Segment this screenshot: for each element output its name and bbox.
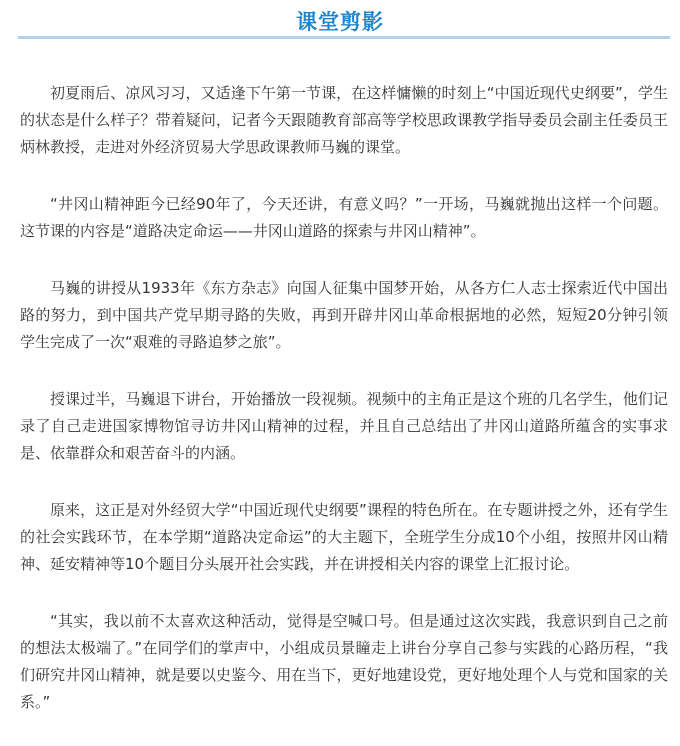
paragraph: 初夏雨后、凉风习习，又适逢下午第一节课，在这样慵懒的时刻上“中国近现代史纲要”，学生的状态是什么样子？带着疑问，记者今天跟随教育部高等学校思政课教学指导委员会副主任委员王炳林教授，走进对外经济贸易大学思政课教师马巍的课堂。 (20, 84, 668, 156)
paragraph: 原来，这正是对外经贸大学“中国近现代史纲要”课程的特色所在。在专题讲授之外，还有学生的社会实践环节，在本学期“道路决定命运”的大主题下，全班学生分成10个小组，按照井冈山精神、延安精神等10个题目分头展开社会实践，并在讲授相关内容的课堂上汇报讨论。 (20, 501, 668, 573)
title-underline (18, 36, 670, 39)
paragraph: “井冈山精神距今已经90年了，今天还讲，有意义吗？”一开场，马巍就抛出这样一个问题。这节课的内容是“道路决定命运——井冈山道路的探索与井冈山精神”。 (20, 195, 668, 240)
paragraph: 马巍的讲授从1933年《东方杂志》向国人征集中国梦开始，从各方仁人志士探索近代中国出路的努力，到中国共产党早期寻路的失败，再到开辟井冈山革命根据地的必然，短短20分钟引领学生完成了一次“艰难的寻路追梦之旅”。 (20, 279, 668, 351)
section-title: 课堂剪影 (296, 10, 384, 34)
article-body (20, 80, 668, 746)
paragraph: 授课过半，马巍退下讲台，开始播放一段视频。视频中的主角正是这个班的几名学生，他们记录了自己走进国家博物馆寻访井冈山精神的过程，并且自己总结出了井冈山道路所蕴含的实事求是、依靠群众和艰苦奋斗的内涵。 (20, 390, 668, 462)
paragraph: “其实，我以前不太喜欢这种活动，觉得是空喊口号。但是通过这次实践，我意识到自己之前的想法太极端了。”在同学们的掌声中，小组成员景瞳走上讲台分享自己参与实践的心路历程，“我们研究井冈山精神，就是要以史鉴今、用在当下，更好地建设党，更好地处理个人与党和国家的关系。” (20, 612, 668, 711)
section-header (0, 0, 680, 40)
